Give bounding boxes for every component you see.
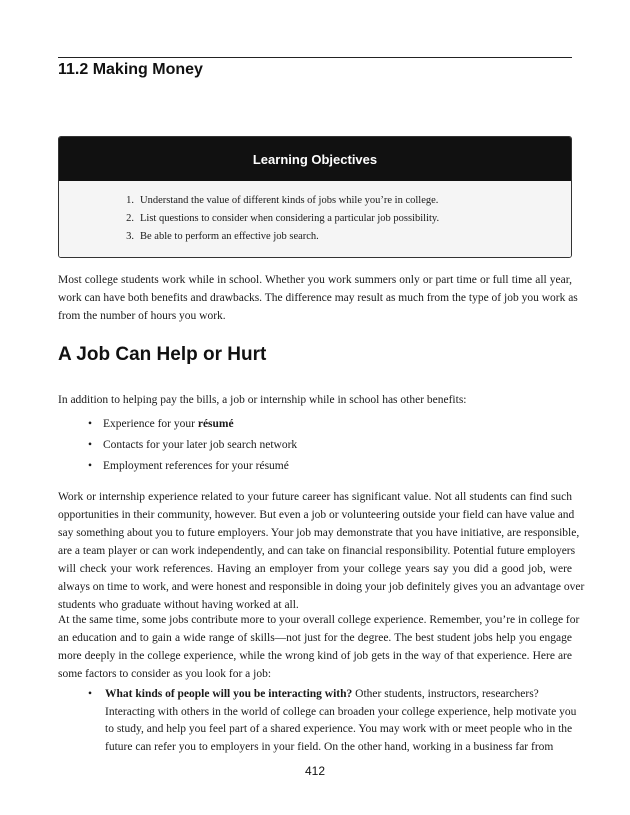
factor-bullet: [88, 686, 577, 756]
paragraph-line: are a team player or can work independently, and can take on financial responsibility. Potential future employers: [58, 545, 576, 557]
objective-item: [117, 192, 571, 210]
benefits-intro: [58, 391, 572, 409]
benefits-list: [88, 414, 297, 477]
factor-question: What kinds of people will you be interacting with?: [105, 688, 353, 700]
factor-line: [105, 686, 572, 704]
paragraph-line: will check your work references. Having an employer from your college years say you did a good job, were: [58, 563, 572, 575]
objective-text: List questions to consider when considering a particular job possibility.: [140, 213, 440, 224]
factors-paragraph: [58, 611, 580, 683]
factor-line: Interacting with others in the world of college can broaden your college experience, help motivate you: [105, 705, 577, 718]
paragraph-line: In addition to helping pay the bills, a job or internship while in school has other benefits:: [58, 394, 467, 406]
paragraph-line: At the same time, some jobs contribute more to your overall college experience. Remember, you’re in college for: [58, 614, 580, 626]
benefit-text: Employment references for your résumé: [103, 460, 289, 472]
section-heading: 11.2 Making Money: [58, 61, 203, 78]
benefit-item: [88, 414, 297, 435]
top-rule: [58, 57, 572, 58]
paragraph-line: work can have both benefits and drawbacks. The difference may result as much from the type of job you work as: [58, 292, 578, 304]
paragraph-line: say something about you to future employers. Your job may demonstrate that you have initiative, are responsible,: [58, 527, 580, 539]
benefit-text: Contacts for your later job search network: [103, 439, 298, 451]
factor-line: to study, and help you feel part of a shared experience. You may work with or meet people who in the: [105, 723, 573, 735]
intro-paragraph: [58, 271, 578, 325]
bullet-icon: •: [88, 418, 93, 430]
objective-text: Understand the value of different kinds of jobs while you’re in college.: [140, 195, 439, 206]
subheading: A Job Can Help or Hurt: [58, 344, 267, 365]
factor-line-rest: Other students, instructors, researchers?: [352, 688, 539, 700]
objective-number: 3.: [126, 231, 134, 242]
page-number: 412: [304, 764, 326, 778]
objective-number: 2.: [126, 213, 134, 224]
experience-paragraph: [58, 488, 585, 614]
benefit-item: [88, 435, 297, 456]
paragraph-line: Most college students work while in school. Whether you work summers only or part time or full time all year,: [58, 274, 572, 286]
objective-number: 1.: [126, 195, 134, 206]
benefit-bold-text: résumé: [197, 418, 234, 430]
objective-text: Be able to perform an effective job search.: [140, 231, 319, 242]
benefit-text: Experience for your: [103, 418, 198, 430]
learning-objectives-title: Learning Objectives: [59, 137, 571, 181]
learning-objectives-list: [59, 192, 571, 246]
paragraph-line: from the number of hours you work.: [58, 310, 226, 322]
benefit-item: [88, 456, 297, 477]
bullet-icon: •: [88, 439, 93, 451]
paragraph-line: always on time to work, and were honest and responsible in doing your job definitely gives you an advantage over: [58, 581, 585, 593]
objective-item: [117, 228, 571, 246]
paragraph-line: students who graduate without having worked at all.: [58, 599, 299, 611]
factor-bullet-text: [105, 686, 577, 756]
factor-line: future can refer you to employers in your field. On the other hand, working in a business far from: [105, 740, 554, 753]
bullet-icon: •: [88, 460, 93, 472]
bullet-icon: •: [88, 688, 93, 700]
learning-objectives-body: [59, 181, 571, 257]
paragraph-line: Work or internship experience related to your future career has significant value. Not all students can find such: [58, 491, 572, 503]
paragraph-line: more deeply in the college experience, while the wrong kind of job gets in the way of that experience. Here are: [58, 650, 572, 662]
paragraph-line: some factors to consider as you look for a job:: [58, 668, 272, 680]
paragraph-line: opportunities in their community, however. But even a job or volunteering outside your field can have value and: [58, 509, 575, 521]
objective-item: [117, 210, 571, 228]
paragraph-line: an education and to gain a wide range of skills—not just for the degree. The best student jobs help you engage: [58, 632, 572, 644]
learning-objectives-box: [58, 136, 572, 258]
